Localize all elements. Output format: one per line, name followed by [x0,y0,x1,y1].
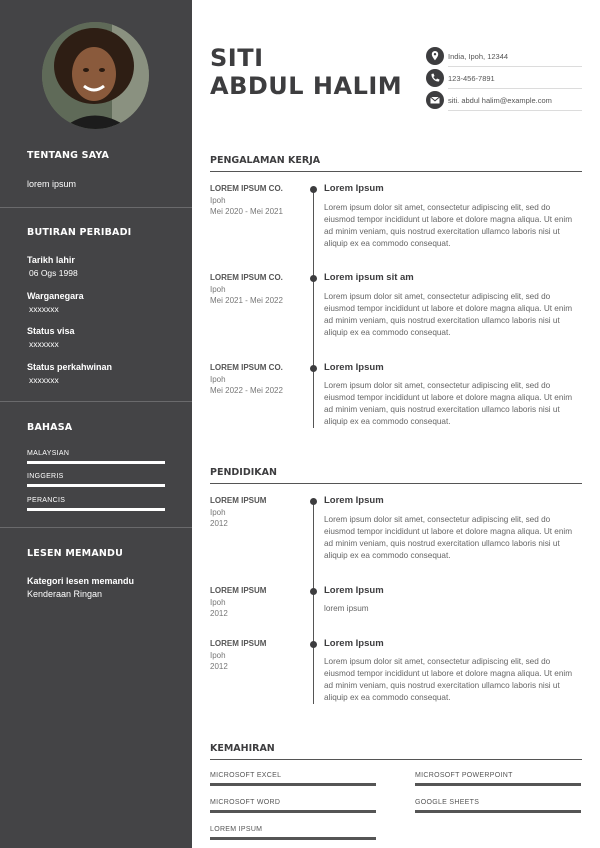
personal-label: Status visa [27,326,75,336]
timeline-dot [310,365,317,372]
skill-label: MICROSOFT EXCEL [210,772,282,779]
first-name: SITI [210,44,264,72]
contact-divider [448,110,582,111]
language-level-bar [27,461,165,464]
contact-divider [448,66,582,67]
avatar [42,22,149,129]
contact-location: India, Ipoh, 12344 [448,52,509,61]
sidebar [0,0,192,848]
contact-email: siti. abdul halim@example.com [448,96,552,105]
language-level-bar [27,508,165,511]
experience-period: Mei 2022 - Mei 2022 [210,386,283,395]
experience-title: Lorem Ipsum [324,362,384,373]
license-label: Kategori lesen memandu [27,576,135,586]
experience-city: Ipoh [210,285,226,294]
personal-value: xxxxxxx [29,375,59,385]
experience-title: Lorem Ipsum [324,183,384,194]
skill-label: GOOGLE SHEETS [415,799,480,806]
education-org: LOREM IPSUM [210,496,267,505]
education-year: 2012 [210,609,228,618]
languages-heading: BAHASA [27,422,73,433]
section-divider [210,759,582,760]
personal-label: Warganegara [27,291,84,301]
about-text: lorem ipsum [27,179,77,189]
education-org: LOREM IPSUM [210,639,267,648]
timeline-dot [310,186,317,193]
personal-value: xxxxxxx [29,304,59,314]
section-divider [210,483,582,484]
language-label: PERANCIS [27,497,66,504]
education-org: LOREM IPSUM [210,586,267,595]
contact-divider [448,88,582,89]
timeline-dot [310,498,317,505]
education-title: Lorem Ipsum [324,495,384,506]
phone-icon [426,69,444,87]
experience-description: Lorem ipsum dolor sit amet, consectetur adipiscing elit, sed do eiusmod tempor incididunt ut labore et dolore magna aliqua. Ut enim ad minim veniam, quis nostrud exercitation ullamco laboris nisi ut aliquip ex ea commodo consequat. [324,381,573,426]
personal-value: xxxxxxx [29,339,59,349]
experience-heading: PENGALAMAN KERJA [210,155,321,166]
language-level-bar [27,484,165,487]
experience-org: LOREM IPSUM CO. [210,273,283,282]
experience-description: Lorem ipsum dolor sit amet, consectetur adipiscing elit, sed do eiusmod tempor incididunt ut labore et dolore magna aliqua. Ut enim ad minim veniam, quis nostrud exercitation ullamco laboris nisi ut aliquip ex ea commodo consequat. [324,203,573,248]
education-title: Lorem Ipsum [324,585,384,596]
education-city: Ipoh [210,598,226,607]
education-year: 2012 [210,662,228,671]
timeline-dot [310,275,317,282]
experience-period: Mei 2021 - Mei 2022 [210,296,283,305]
skill-level-bar [415,783,581,786]
language-label: MALAYSIAN [27,450,70,457]
education-heading: PENDIDIKAN [210,467,277,478]
education-year: 2012 [210,519,228,528]
skill-level-bar [210,810,376,813]
skills-heading: KEMAHIRAN [210,743,275,754]
skill-level-bar [210,783,376,786]
experience-period: Mei 2020 - Mei 2021 [210,207,283,216]
divider [0,527,192,528]
skill-level-bar [415,810,581,813]
license-value: Kenderaan Ringan [27,589,103,599]
divider [0,207,192,208]
personal-heading: BUTIRAN PERIBADI [27,227,132,238]
experience-city: Ipoh [210,375,226,384]
experience-org: LOREM IPSUM CO. [210,363,283,372]
last-name: ABDUL HALIM [210,72,403,100]
education-timeline [313,500,314,704]
education-description: Lorem ipsum dolor sit amet, consectetur adipiscing elit, sed do eiusmod tempor incididunt ut labore et dolore magna aliqua. Ut enim ad minim veniam, quis nostrud exercitation ullamco laboris nisi ut aliquip ex ea commodo consequat. [324,515,573,560]
section-divider [210,171,582,172]
experience-title: Lorem ipsum sit am [324,272,414,283]
contact-phone: 123-456-7891 [448,74,495,83]
timeline-dot [310,588,317,595]
license-heading: LESEN MEMANDU [27,548,124,559]
skill-label: MICROSOFT POWERPOINT [415,772,513,779]
education-description: lorem ipsum [324,604,369,613]
experience-description: Lorem ipsum dolor sit amet, consectetur adipiscing elit, sed do eiusmod tempor incididunt ut labore et dolore magna aliqua. Ut enim ad minim veniam, quis nostrud exercitation ullamco laboris nisi ut aliquip ex ea commodo consequat. [324,292,573,337]
experience-org: LOREM IPSUM CO. [210,184,283,193]
timeline-dot [310,641,317,648]
education-title: Lorem Ipsum [324,638,384,649]
experience-city: Ipoh [210,196,226,205]
education-description: Lorem ipsum dolor sit amet, consectetur adipiscing elit, sed do eiusmod tempor incididunt ut labore et dolore magna aliqua. Ut enim ad minim veniam, quis nostrud exercitation ullamco laboris nisi ut aliquip ex ea commodo consequat. [324,657,573,702]
about-heading: TENTANG SAYA [27,150,110,161]
profile-photo [42,22,149,129]
skill-label: LOREM IPSUM [210,826,263,833]
divider [0,401,192,402]
personal-label: Tarikh lahir [27,255,75,265]
personal-value: 06 Ogs 1998 [29,268,78,278]
skill-label: MICROSOFT WORD [210,799,281,806]
location-pin-icon [426,47,444,65]
education-city: Ipoh [210,508,226,517]
experience-timeline [313,188,314,428]
personal-label: Status perkahwinan [27,362,113,372]
skill-level-bar [210,837,376,840]
education-city: Ipoh [210,651,226,660]
language-label: INGGERIS [27,473,64,480]
email-icon [426,91,444,109]
